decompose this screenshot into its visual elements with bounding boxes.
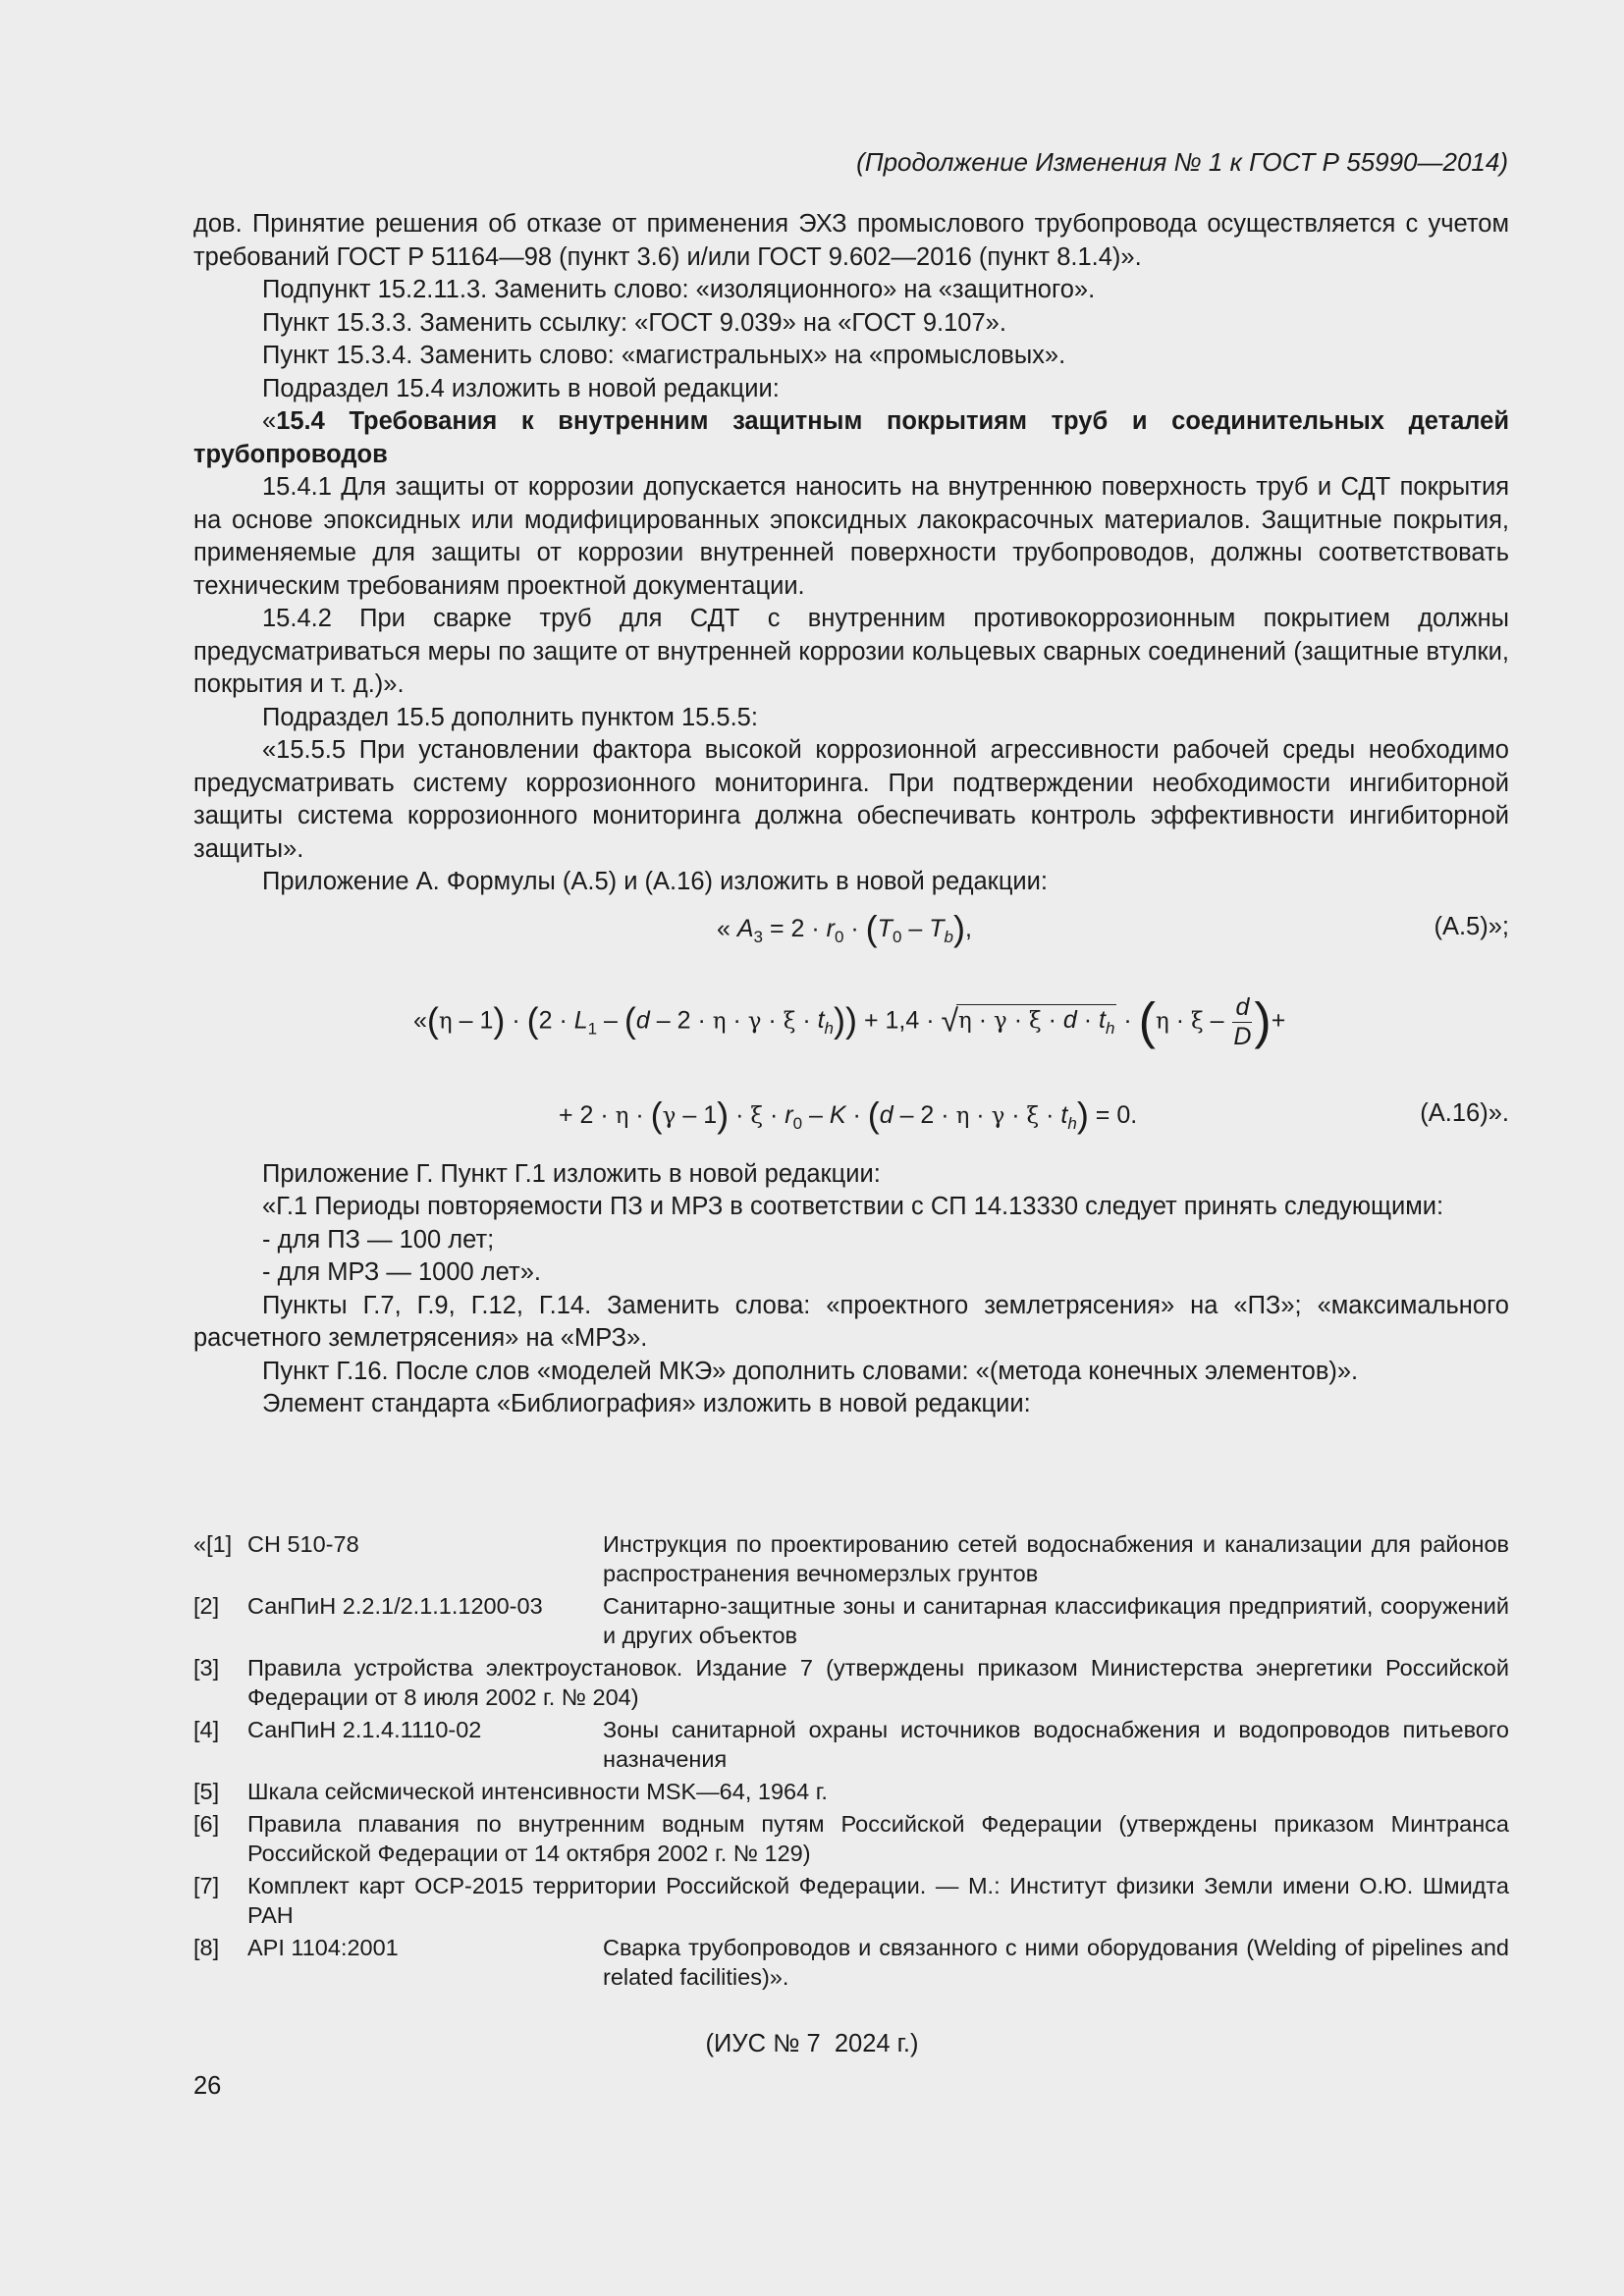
ius-footer: (ИУС № 7 2024 г.) (705, 2030, 919, 2057)
formula-a16-expression-part2: + $2 \cdot \eta \cdot (\gamma - 1) \cdot \xi \cdot r_0 - K \cdot (d - 2 \cdot \eta \cdot \gamma \cdot \xi \cdot t_h) = 0$. (559, 1094, 1138, 1135)
bibliography-code: СН 510-78 (247, 1531, 359, 1557)
formula-a16-line1 (193, 982, 1509, 1058)
bibliography-entry (193, 1715, 1509, 1774)
bibliography-number: [2] (193, 1593, 220, 1619)
bibliography-code: API 1104:2001 (247, 1935, 399, 1960)
bibliography-number: «[1] (193, 1531, 233, 1557)
formula-a5 (193, 907, 1509, 948)
bibliography-entry (193, 1871, 1509, 1930)
bibliography-entry (193, 1653, 1509, 1712)
document-body (193, 208, 1509, 1421)
paragraph: Подпункт 15.2.11.3. Заменить слово: «изоляционного» на «защитного». (262, 276, 1096, 303)
paragraph: 15.4.2 При сварке труб для СДТ с внутренним противокоррозионным покрытием должны предусматриваться меры по защите от внутренней коррозии кольцевых сварных соединений (защитные втулки, покрытия и т. д.)». (193, 605, 1509, 698)
formula-a16-number: (А.16)». (1420, 1098, 1509, 1127)
paragraph: «Г.1 Периоды повторяемости ПЗ и МРЗ в соответствии с СП 14.13330 следует принять следующими: (262, 1193, 1444, 1220)
bibliography-title: Комплект карт ОСР-2015 территории Российской Федерации. — М.: Институт физики Земли имени О.Ю. Шмидта РАН (247, 1873, 1509, 1928)
bibliography-entry (193, 1529, 1509, 1588)
paragraph: «15.5.5 При установлении фактора высокой коррозионной агрессивности рабочей среды необходимо предусматривать систему коррозионного мониторинга. При подтверждении необходимости ингибиторной защиты система коррозионного мониторинга должна обеспечивать контроль эффективности ингибиторной защиты». (193, 736, 1509, 863)
paragraph: Пункт 15.3.4. Заменить слово: «магистральных» на «промысловых». (262, 342, 1066, 369)
bibliography-entry (193, 1809, 1509, 1868)
bibliography-number: [3] (193, 1655, 220, 1681)
paragraph: Элемент стандарта «Библиография» изложить в новой редакции: (262, 1390, 1031, 1417)
list-item: - для ПЗ — 100 лет; (262, 1225, 495, 1254)
bibliography-title: Инструкция по проектированию сетей водоснабжения и канализации для районов распространения вечномерзлых грунтов (603, 1531, 1509, 1586)
formula-a16-expression-part1: «$(\eta - 1) \cdot (2 \cdot L_1 - (d - 2 \cdot \eta \cdot \gamma \cdot \xi \cdot t_h)) + 1,4 \cdot √\eta \cdot \gamma \cdot \xi \cdot d \cdot t_h \cdot (\eta \cdot \xi$ – $\frac{d}{D}$ )+ (413, 992, 1286, 1050)
paragraph: Подраздел 15.5 дополнить пунктом 15.5.5: (262, 703, 758, 731)
bibliography-number: [6] (193, 1811, 220, 1837)
bibliography-code: СанПиН 2.1.4.1110-02 (247, 1717, 482, 1742)
bibliography (193, 1529, 1509, 1995)
formula-a5-expression: « $A_3 = 2 \cdot r_0 \cdot (T_0 - T_b)$, (717, 907, 972, 948)
formula-a16-line2 (193, 1094, 1509, 1135)
section-heading: «15.4 Требования к внутренним защитным покрытиям труб и соединительных деталей трубопроводов (193, 407, 1509, 468)
bibliography-title: Санитарно-защитные зоны и санитарная классификация предприятий, сооружений и других объектов (603, 1593, 1509, 1648)
bibliography-number: [4] (193, 1717, 220, 1742)
paragraph: Приложение Г. Пункт Г.1 изложить в новой редакции: (262, 1159, 881, 1188)
bibliography-title: Сварка трубопроводов и связанного с ними оборудования (Welding of pipelines and related facilities)». (603, 1935, 1509, 1990)
continuation-header: (Продолжение Изменения № 1 к ГОСТ Р 55990—2014) (856, 147, 1508, 177)
bibliography-title: Правила устройства электроустановок. Издание 7 (утверждены приказом Министерства энергетики Российской Федерации от 8 июля 2002 г. № 204) (247, 1655, 1509, 1710)
section-heading-text: 15.4 Требования к внутренним защитным покрытиям труб и соединительных деталей трубопроводов (193, 407, 1509, 468)
bibliography-entry (193, 1777, 1509, 1806)
paragraph: Пункт Г.16. После слов «моделей МКЭ» дополнить словами: «(метода конечных элементов)». (262, 1357, 1359, 1385)
paragraph: Пункт 15.3.3. Заменить ссылку: «ГОСТ 9.039» на «ГОСТ 9.107». (262, 308, 1006, 337)
paragraph: дов. Принятие решения об отказе от применения ЭХЗ промыслового трубопровода осуществляется с учетом требований ГОСТ Р 51164—98 (пункт 3.6) и/или ГОСТ 9.602—2016 (пункт 8.1.4)». (193, 210, 1509, 271)
bibliography-number: [7] (193, 1873, 220, 1898)
bibliography-code: СанПиН 2.2.1/2.1.1.1200-03 (247, 1593, 543, 1619)
paragraph: Приложение А. Формулы (А.5) и (А.16) изложить в новой редакции: (262, 868, 1049, 895)
bibliography-number: [5] (193, 1779, 220, 1804)
paragraph: 15.4.1 Для защиты от коррозии допускается наносить на внутреннюю поверхность труб и СДТ покрытия на основе эпоксидных или модифицированных эпоксидных лакокрасочных материалов. Защитные покрытия, применяемые для защиты от коррозии внутренней поверхности трубопроводов, должны соответствовать техническим требованиям проектной документации. (193, 473, 1509, 600)
bibliography-title: Зоны санитарной охраны источников водоснабжения и водопроводов питьевого назначения (603, 1717, 1509, 1772)
bibliography-number: [8] (193, 1935, 220, 1960)
page-number: 26 (193, 2072, 222, 2100)
bibliography-entry (193, 1591, 1509, 1650)
formula-a5-number: (А.5)»; (1434, 912, 1509, 940)
bibliography-entry (193, 1933, 1509, 1992)
paragraph: Подраздел 15.4 изложить в новой редакции: (262, 374, 780, 402)
bibliography-title: Правила плавания по внутренним водным путям Российской Федерации (утверждены приказом Минтранса Российской Федерации от 14 октября 2002 г. № 129) (247, 1811, 1509, 1866)
list-item: - для МРЗ — 1000 лет». (262, 1258, 541, 1286)
paragraph: Пункты Г.7, Г.9, Г.12, Г.14. Заменить слова: «проектного землетрясения» на «ПЗ»; «максимального расчетного землетрясения» на «МРЗ». (193, 1291, 1509, 1352)
bibliography-title: Шкала сейсмической интенсивности MSK—64, 1964 г. (247, 1779, 828, 1804)
